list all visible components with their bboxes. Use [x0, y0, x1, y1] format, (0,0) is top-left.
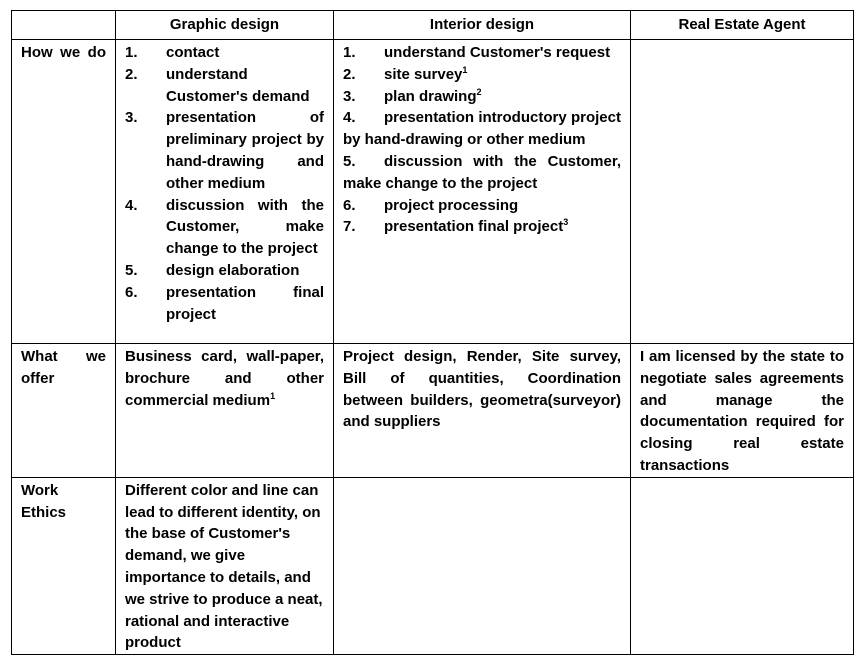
graphic-step-number: 4. — [125, 196, 138, 214]
ethics-label-text: Work Ethics — [21, 481, 67, 521]
offer-interior-text: Project design, Render, Site survey, Bill of quantities, Coordination between builders, geometra(surveyor) and suppliers — [343, 348, 621, 431]
interior-step-text: project processing — [384, 196, 519, 214]
cell-offer-graphic — [116, 344, 334, 478]
graphic-step-item — [125, 282, 324, 326]
graphic-step-text: contact — [166, 44, 220, 61]
cell-how-interior — [334, 40, 631, 344]
interior-step-text: presentation introductory project by hand-drawing or other medium — [343, 109, 621, 149]
row-work-ethics — [12, 477, 854, 654]
row-label-work-ethics — [12, 477, 116, 654]
interior-step-item — [343, 151, 621, 195]
header-empty-cell — [12, 11, 116, 40]
interior-step-number: 3. — [343, 87, 356, 105]
offer-label-text: What we offer — [21, 348, 106, 387]
graphic-steps-list — [125, 42, 324, 325]
graphic-step-item — [125, 107, 324, 194]
graphic-step-text: design elaboration — [166, 261, 300, 279]
graphic-step-number: 1. — [125, 44, 138, 61]
interior-step-number: 4. — [343, 109, 356, 127]
interior-step-footnote: 1 — [462, 64, 468, 75]
cell-ethics-agent — [631, 477, 854, 654]
row-what-we-offer — [12, 344, 854, 478]
interior-steps-list — [343, 42, 621, 238]
offer-graphic-text: Business card, wall-paper, brochure and other commercial medium — [125, 348, 324, 409]
graphic-step-number: 3. — [125, 109, 138, 127]
header-row — [12, 11, 854, 40]
interior-step-item — [343, 216, 621, 238]
graphic-step-text: discussion with the Customer, make change to the project — [166, 196, 324, 258]
graphic-step-text: understand Customer's demand — [166, 65, 310, 105]
cell-ethics-interior — [334, 477, 631, 654]
interior-step-item — [343, 195, 621, 217]
interior-step-item — [343, 86, 621, 108]
interior-step-text: discussion with the Customer, make change to the project — [343, 152, 621, 192]
interior-step-footnote: 3 — [563, 217, 569, 228]
graphic-step-item — [125, 42, 324, 64]
interior-step-footnote: 2 — [476, 86, 482, 97]
offer-graphic-footnote: 1 — [270, 390, 276, 401]
row-label-how-we-do — [12, 40, 116, 344]
interior-step-number: 6. — [343, 196, 356, 214]
interior-step-item — [343, 42, 621, 64]
cell-offer-interior — [334, 344, 631, 478]
graphic-step-number: 5. — [125, 261, 138, 279]
graphic-step-item — [125, 64, 324, 108]
offer-agent-text: I am licensed by the state to negotiate sales agreements and manage the documentation required for closing real estate transactions — [640, 348, 844, 474]
header-real-estate-agent: Real Estate Agent — [631, 11, 854, 40]
how-label-text: How we do — [21, 44, 106, 61]
graphic-step-number: 2. — [125, 65, 138, 83]
interior-step-number: 5. — [343, 152, 356, 170]
graphic-step-text: presentation of preliminary project by hand-drawing and other medium — [166, 109, 324, 192]
interior-step-item — [343, 64, 621, 86]
interior-step-text: plan drawing — [384, 87, 477, 105]
graphic-step-item — [125, 260, 324, 282]
graphic-step-number: 6. — [125, 283, 138, 301]
cell-how-graphic — [116, 40, 334, 344]
row-label-what-we-offer — [12, 344, 116, 478]
interior-step-number: 2. — [343, 65, 356, 83]
header-graphic-design: Graphic design — [116, 11, 334, 40]
row-how-we-do — [12, 40, 854, 344]
services-table — [11, 10, 854, 655]
interior-step-number: 7. — [343, 218, 356, 236]
graphic-step-text: presentation final project — [166, 283, 324, 323]
cell-offer-agent — [631, 344, 854, 478]
interior-step-item — [343, 107, 621, 151]
cell-ethics-graphic: Different color and line can lead to different identity, on the base of Customer's demand, we give importance to details, and we strive to produce a neat, rational and interactive product — [116, 477, 334, 654]
interior-step-number: 1. — [343, 44, 356, 61]
graphic-step-item — [125, 195, 324, 260]
interior-step-text: site survey — [384, 65, 463, 83]
cell-how-agent — [631, 40, 854, 344]
header-interior-design: Interior design — [334, 11, 631, 40]
interior-step-text: understand Customer's request — [384, 44, 611, 61]
interior-step-text: presentation final project — [384, 218, 564, 236]
